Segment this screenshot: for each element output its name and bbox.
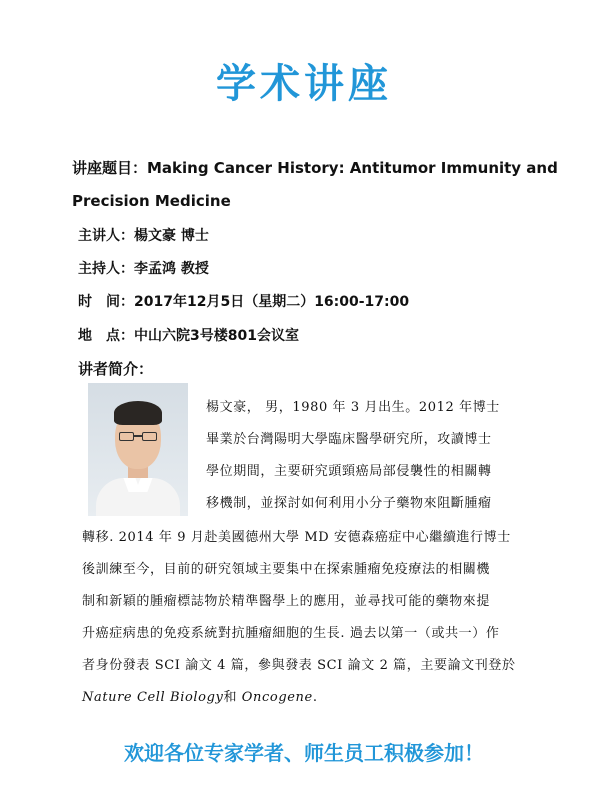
location-info: 地 点：中山六院3号楼801会议室 <box>78 328 299 344</box>
bio-heading: 讲者简介： <box>78 360 154 378</box>
bio-line: 者身份發表 SCI 論文 4 篇，參與發表 SCI 論文 2 篇，主要論文刊登於 <box>82 658 516 673</box>
speaker-info: 主讲人：楊文豪 博士 <box>78 228 209 244</box>
journal-name: Oncogene <box>241 690 313 705</box>
lecture-topic: 讲座题目：Making Cancer History: Antitumor Immunity and Precision Medicine <box>72 159 558 210</box>
host-info: 主持人：李孟鸿 教授 <box>78 261 209 277</box>
bio-line: 後訓練至今，目前的研究領域主要集中在探索腫瘤免疫療法的相關機 <box>82 562 491 577</box>
bio-line-journals <box>82 686 532 705</box>
bio-line: 轉移. 2014 年 9 月赴美國德州大學 MD 安德森癌症中心繼續進行博士 <box>82 530 511 545</box>
time-info: 时 间：2017年12月5日（星期二）16:00-17:00 <box>78 294 410 310</box>
journal-name: Nature Cell Biology <box>82 690 224 705</box>
bio-line: 制和新穎的腫瘤標誌物於精準醫學上的應用，並尋找可能的藥物來提 <box>82 594 491 609</box>
bio-line: 畢業於台灣陽明大學臨床醫學研究所，攻讀博士 <box>206 432 492 447</box>
welcome-footer: 欢迎各位专家学者、师生员工积极参加！ <box>124 741 484 765</box>
bio-line: 升癌症病患的免疫系統對抗腫瘤細胞的生長. 過去以第一（或共一）作 <box>82 626 500 641</box>
page-title: 学术讲座 <box>216 61 392 107</box>
speaker-photo <box>88 383 188 516</box>
journal-conjunction: 和 <box>223 690 238 705</box>
glasses-icon <box>119 432 157 441</box>
journal-period: . <box>312 690 318 705</box>
bio-line: 楊文豪， 男，1980 年 3 月出生。2012 年博士 <box>206 400 500 415</box>
bio-line: 學位期間，主要研究頭頸癌局部侵襲性的相關轉 <box>206 464 492 479</box>
bio-line: 移機制，並探討如何利用小分子藥物來阻斷腫瘤 <box>206 496 492 511</box>
